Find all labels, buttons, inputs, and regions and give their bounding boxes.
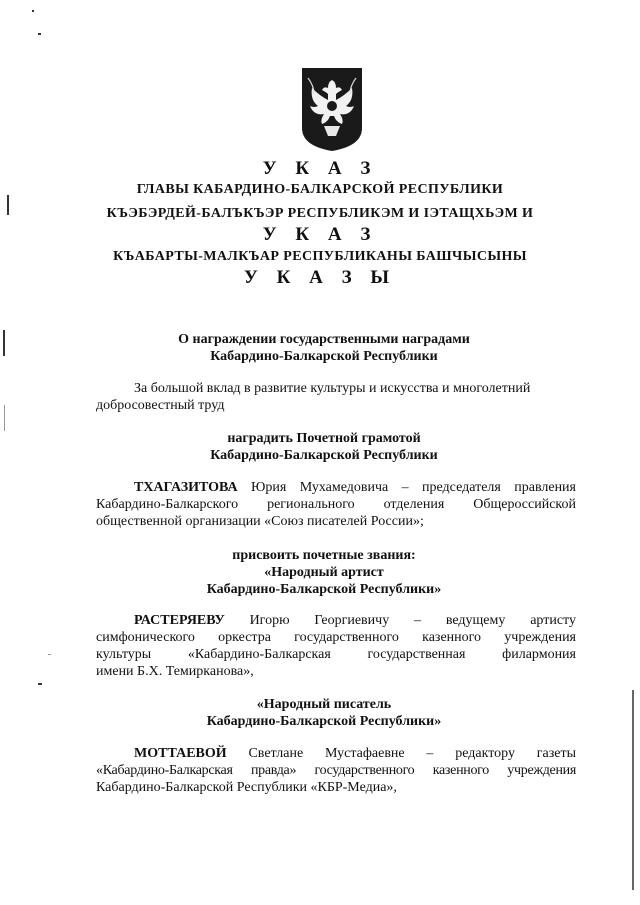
preamble-line: добросовестный труд	[96, 398, 225, 413]
scan-mark	[632, 690, 634, 890]
decree-title-kabardian: У К А З	[262, 224, 378, 245]
preamble-line: За большой вклад в развитие культуры и искусства и многолетний	[134, 381, 531, 396]
award-line: общественной организации «Союз писателей России»;	[96, 514, 424, 529]
award-text: Светлане Мустафаевне – редактору газеты	[226, 746, 576, 761]
section-heading-line: «Народный артист	[264, 565, 384, 580]
section-heading	[96, 547, 552, 598]
scan-mark	[3, 330, 5, 356]
award-line: «Кабардино-Балкарская правда» государственного казенного учреждения	[96, 763, 576, 778]
award-paragraph	[96, 479, 576, 530]
award-line	[96, 612, 576, 629]
section-heading-line: присвоить почетные звания:	[232, 548, 416, 563]
subject-line: О награждении государственными наградами	[178, 332, 470, 347]
subject-line: Кабардино-Балкарской Республики	[210, 349, 438, 364]
section-heading-line: Кабардино-Балкарской Республики»	[206, 714, 442, 729]
awardee-name: РАСТЕРЯЕВУ	[134, 613, 225, 628]
section-heading-line: Кабардино-Балкарской Республики»	[206, 582, 442, 597]
award-line: культуры «Кабардино-Балкарская государственная филармония	[96, 647, 576, 662]
section-heading	[96, 696, 552, 730]
scan-mark	[32, 10, 34, 12]
section-heading-line: Кабардино-Балкарской Республики	[210, 448, 438, 463]
decree-subject	[96, 331, 552, 365]
scan-mark	[48, 654, 51, 655]
decree-title: У К А З	[262, 158, 378, 179]
decree-issuer-kabardian: КЪЭБЭРДЕЙ-БАЛЪКЪЭР РЕСПУБЛИКЭМ И ІЭТАЩХЬЭМ И	[106, 206, 534, 221]
award-line	[96, 745, 576, 762]
section-heading-line: «Народный писатель	[256, 697, 392, 712]
decree-title-balkar: У К А З Ы	[243, 267, 397, 288]
decree-issuer-russian: ГЛАВЫ КАБАРДИНО-БАЛКАРСКОЙ РЕСПУБЛИКИ	[136, 182, 504, 197]
scan-mark	[4, 405, 5, 431]
preamble	[96, 380, 576, 414]
awardee-name: МОТТАЕВОЙ	[134, 746, 227, 761]
scan-mark	[38, 33, 41, 35]
award-line: Кабардино-Балкарской Республики «КБР-Медиа»,	[96, 780, 397, 795]
award-line	[96, 479, 576, 496]
decree-issuer-balkar: КЪАБАРТЫ-МАЛКЪАР РЕСПУБЛИКАНЫ БАШЧЫСЫНЫ	[113, 249, 527, 264]
section-heading-line: наградить Почетной грамотой	[227, 431, 421, 446]
section-heading	[96, 430, 552, 464]
award-line: имени Б.Х. Темирканова»,	[96, 664, 254, 679]
award-paragraph	[96, 745, 576, 796]
award-text: Юрия Мухамедовича – председателя правления	[237, 480, 576, 495]
award-text: Игорю Георгиевичу – ведущему артисту	[224, 613, 576, 628]
award-line: Кабардино-Балкарского регионального отделения Общероссийской	[96, 497, 576, 512]
award-paragraph	[96, 612, 576, 680]
awardee-name: ТХАГАЗИТОВА	[134, 480, 238, 495]
coat-of-arms-emblem	[300, 66, 364, 152]
scan-mark	[38, 683, 42, 685]
award-line: симфонического оркестра государственного казенного учреждения	[96, 630, 576, 645]
